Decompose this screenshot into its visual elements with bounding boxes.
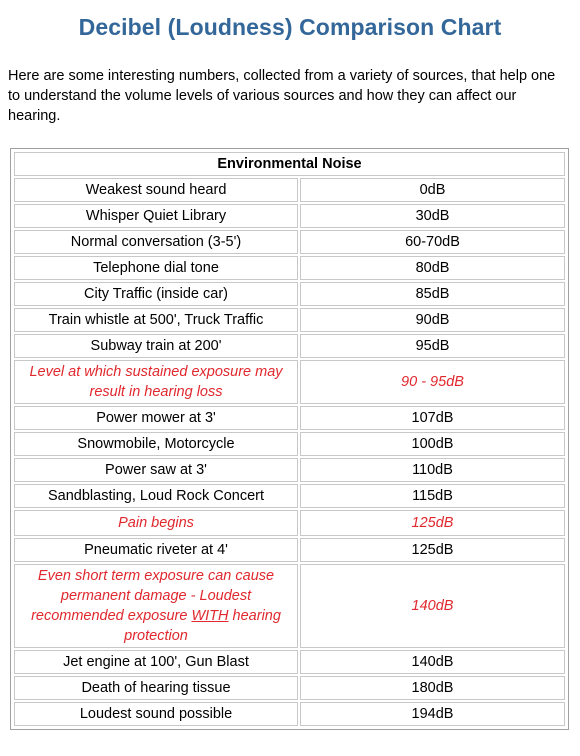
table-header: Environmental Noise: [14, 152, 565, 176]
table-row: [14, 178, 565, 202]
table-body: [14, 178, 565, 726]
noise-source-cell: Normal conversation (3-5'): [14, 230, 298, 254]
decibel-level-cell: 194dB: [300, 702, 565, 726]
noise-source-cell: Loudest sound possible: [14, 702, 298, 726]
noise-source-cell: Jet engine at 100', Gun Blast: [14, 650, 298, 674]
noise-source-cell: Sandblasting, Loud Rock Concert: [14, 484, 298, 508]
table-row: [14, 334, 565, 358]
decibel-level-cell: 90dB: [300, 308, 565, 332]
table-row: [14, 564, 565, 648]
decibel-level-cell: 140dB: [300, 564, 565, 648]
noise-source-cell: Whisper Quiet Library: [14, 204, 298, 228]
table-row: [14, 458, 565, 482]
noise-source-cell: Pain begins: [14, 510, 298, 536]
table-row: [14, 484, 565, 508]
table-row: [14, 406, 565, 430]
noise-source-cell: Death of hearing tissue: [14, 676, 298, 700]
decibel-level-cell: 30dB: [300, 204, 565, 228]
table-row: [14, 538, 565, 562]
noise-source-cell: City Traffic (inside car): [14, 282, 298, 306]
decibel-level-cell: 85dB: [300, 282, 565, 306]
decibel-level-cell: 125dB: [300, 538, 565, 562]
table-row: [14, 230, 565, 254]
noise-source-cell: Pneumatic riveter at 4': [14, 538, 298, 562]
noise-source-cell: Train whistle at 500', Truck Traffic: [14, 308, 298, 332]
noise-table: [12, 150, 567, 728]
table-header-row: [14, 152, 565, 176]
decibel-level-cell: 110dB: [300, 458, 565, 482]
table-row: [14, 360, 565, 404]
noise-source-cell: Snowmobile, Motorcycle: [14, 432, 298, 456]
table-row: [14, 308, 565, 332]
decibel-level-cell: 95dB: [300, 334, 565, 358]
decibel-level-cell: 100dB: [300, 432, 565, 456]
decibel-level-cell: 107dB: [300, 406, 565, 430]
noise-source-cell: Power saw at 3': [14, 458, 298, 482]
decibel-level-cell: 115dB: [300, 484, 565, 508]
noise-source-cell: Level at which sustained exposure may result in hearing loss: [14, 360, 298, 404]
decibel-level-cell: 80dB: [300, 256, 565, 280]
noise-source-cell: Power mower at 3': [14, 406, 298, 430]
noise-source-cell: Telephone dial tone: [14, 256, 298, 280]
noise-source-cell: Weakest sound heard: [14, 178, 298, 202]
decibel-level-cell: 180dB: [300, 676, 565, 700]
noise-table-container: [10, 148, 569, 730]
decibel-level-cell: 125dB: [300, 510, 565, 536]
table-row: [14, 256, 565, 280]
table-row: [14, 676, 565, 700]
decibel-level-cell: 0dB: [300, 178, 565, 202]
table-row: [14, 204, 565, 228]
table-row: [14, 282, 565, 306]
table-row: [14, 650, 565, 674]
table-row: [14, 702, 565, 726]
decibel-level-cell: 140dB: [300, 650, 565, 674]
noise-source-cell: Even short term exposure can cause permanent damage - Loudest recommended exposure WITH hearing protection: [14, 564, 298, 648]
noise-source-cell: Subway train at 200': [14, 334, 298, 358]
page-title: Decibel (Loudness) Comparison Chart: [78, 14, 502, 40]
intro-paragraph: Here are some interesting numbers, collected from a variety of sources, that help one to understand the volume levels of various sources and how they can affect our hearing.: [8, 68, 556, 124]
decibel-level-cell: 60-70dB: [300, 230, 565, 254]
table-row: [14, 432, 565, 456]
table-row: [14, 510, 565, 536]
decibel-level-cell: 90 - 95dB: [300, 360, 565, 404]
